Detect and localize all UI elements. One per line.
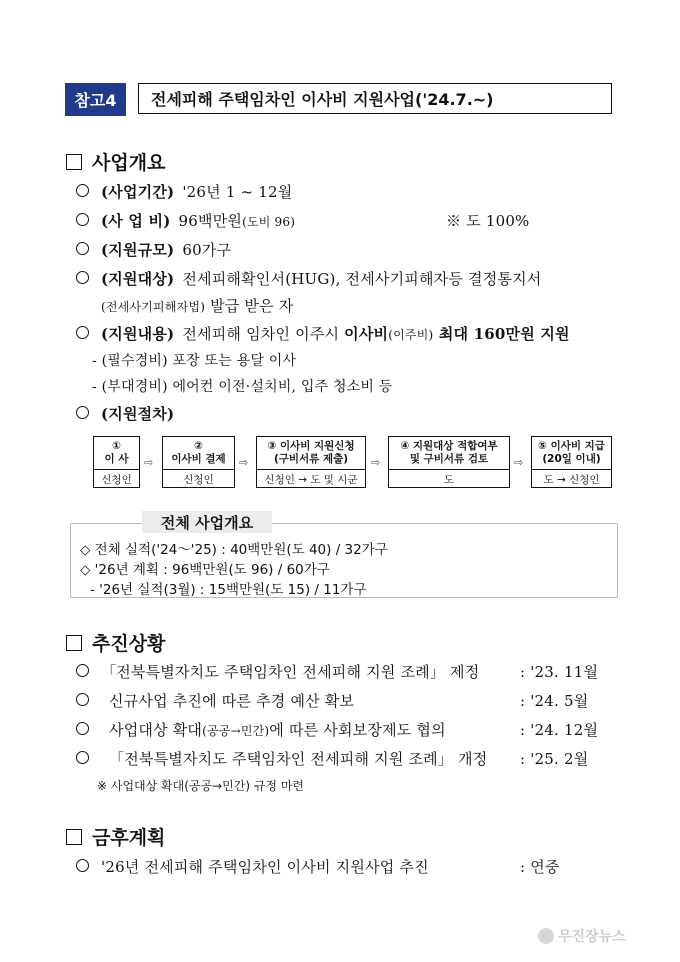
watermark (538, 926, 626, 946)
content-dash-required: - (필수경비) 포장 또는 용달 이사 (92, 353, 297, 369)
plan-item-date: : 연중 (520, 858, 560, 876)
content-value-d: 최대 160만원 지원 (433, 325, 570, 343)
section-heading-plan (66, 823, 165, 850)
step-title: 이사비 결제 (171, 453, 226, 465)
progress-item-note: (공공→민간) (202, 724, 270, 738)
target-label: (지원대상) (101, 270, 175, 288)
square-bullet-icon (66, 829, 82, 845)
process-step-3 (256, 436, 366, 488)
step-actor: 신청인 → 도 및 시군 (264, 474, 358, 486)
square-bullet-icon (66, 154, 82, 170)
scale-label: (지원규모) (101, 241, 175, 259)
circle-bullet-icon (76, 693, 89, 706)
overview-scale (76, 239, 231, 260)
step-subtitle: 및 구비서류 검토 (409, 453, 489, 465)
step-number: ④ (400, 440, 410, 452)
step-actor: 신청인 (183, 474, 214, 486)
step-number: ② (194, 440, 203, 452)
progress-item (76, 690, 354, 711)
process-step-1 (93, 436, 140, 488)
step-subtitle: (20일 이내) (542, 453, 601, 465)
progress-item-date: : '25. 2월 (520, 750, 589, 768)
step-number: ⑤ (538, 440, 547, 452)
content-dash-incidental: - (부대경비) 에어컨 이전·설치비, 입주 청소비 등 (92, 379, 393, 395)
circle-bullet-icon (76, 184, 89, 197)
period-value: '26년 1 ~ 12월 (182, 183, 293, 201)
step-title: 이 사 (104, 453, 129, 465)
progress-item-text: 에 따른 사회보장제도 협의 (269, 721, 446, 739)
summary-line-actual: - '26년 실적(3월) : 15백만원(도 15) / 11가구 (90, 582, 367, 598)
circle-bullet-icon (76, 722, 89, 735)
step-title: 지원대상 적합여부 (412, 440, 498, 452)
circle-bullet-icon (76, 751, 89, 764)
section-heading-progress (66, 629, 165, 656)
overview-procedure (76, 403, 182, 424)
section-heading-text: 금후계획 (92, 827, 166, 849)
circle-bullet-icon (76, 664, 89, 677)
overview-budget (76, 210, 295, 231)
step-number: ③ (267, 440, 277, 452)
budget-note: ※ 도 100% (446, 212, 530, 230)
progress-item-text: 사업대상 확대 (109, 721, 203, 739)
period-label: (사업기간) (101, 183, 175, 201)
watermark-logo-icon (538, 928, 554, 944)
step-title: 이사비 지급 (550, 440, 605, 452)
step-title: 이사비 지원신청 (279, 440, 355, 452)
scale-value: 60가구 (182, 241, 232, 259)
overview-period (76, 181, 292, 202)
square-bullet-icon (66, 635, 82, 651)
watermark-text: 무진장뉴스 (558, 929, 626, 945)
content-value-a: 전세피해 임차인 이주시 (182, 325, 345, 343)
summary-line-total: ◇ 전체 실적('24～'25) : 40백만원(도 40) / 32가구 (80, 542, 388, 558)
circle-bullet-icon (76, 859, 89, 872)
target-line2 (101, 295, 293, 316)
progress-item-date: : '24. 12월 (520, 721, 599, 739)
section-heading-text: 사업개요 (92, 152, 166, 174)
process-step-4 (388, 436, 510, 488)
budget-sub: (도비 96) (242, 215, 296, 229)
budget-value: 96백만원 (178, 212, 243, 230)
progress-item-text: 신규사업 추진에 따른 추경 예산 확보 (109, 692, 355, 710)
process-step-5 (531, 436, 612, 488)
arrow-right-icon: ⇨ (239, 456, 249, 469)
target-line2-text: 발급 받은 자 (210, 297, 294, 315)
progress-item-text: 「전북특별자치도 주택임차인 전세피해 지원 조례」 개정 (109, 750, 488, 768)
progress-item (76, 661, 479, 682)
circle-bullet-icon (76, 213, 89, 226)
section-heading-overview (66, 148, 165, 175)
progress-item-date: : '24. 5월 (520, 692, 589, 710)
summary-line-plan: ◇ '26년 계획 : 96백만원(도 96) / 60가구 (80, 562, 330, 578)
overview-content (76, 323, 570, 344)
progress-item-date: : '23. 11월 (520, 663, 599, 681)
process-step-2 (162, 436, 235, 488)
circle-bullet-icon (76, 271, 89, 284)
progress-item (76, 719, 446, 740)
reference-badge: 참고4 (65, 83, 126, 116)
plan-item (76, 856, 429, 877)
arrow-right-icon: ⇨ (514, 456, 524, 469)
content-value-b: 이사비 (344, 325, 389, 343)
step-actor: 신청인 (101, 474, 132, 486)
progress-note: ※ 사업대상 확대(공공→민간) 규정 마련 (97, 779, 305, 793)
summary-title: 전체 사업개요 (142, 511, 272, 533)
target-value: 전세피해확인서(HUG), 전세사기피해자등 결정통지서 (182, 270, 542, 288)
content-value-c: (이주비) (388, 328, 434, 342)
circle-bullet-icon (76, 242, 89, 255)
progress-item-text: 「전북특별자치도 주택임차인 전세피해 지원 조례」 제정 (101, 663, 480, 681)
plan-item-text: '26년 전세피해 주택임차인 이사비 지원사업 추진 (101, 858, 429, 876)
step-number: ① (112, 440, 121, 452)
content-label: (지원내용) (101, 325, 175, 343)
step-subtitle: (구비서류 제출) (273, 453, 349, 465)
budget-label: (사 업 비) (101, 212, 171, 230)
arrow-right-icon: ⇨ (144, 456, 154, 469)
circle-bullet-icon (76, 406, 89, 419)
overview-target (76, 268, 541, 289)
section-heading-text: 추진상황 (92, 633, 166, 655)
procedure-label: (지원절차) (101, 405, 175, 423)
target-law: (전세사기피해자법) (101, 300, 206, 314)
arrow-right-icon: ⇨ (371, 456, 381, 469)
progress-item (76, 748, 487, 769)
step-actor: 도 → 신청인 (543, 474, 600, 486)
document-title: 전세피해 주택임차인 이사비 지원사업('24.7.~) (138, 83, 612, 114)
circle-bullet-icon (76, 326, 89, 339)
step-actor: 도 (443, 474, 455, 486)
